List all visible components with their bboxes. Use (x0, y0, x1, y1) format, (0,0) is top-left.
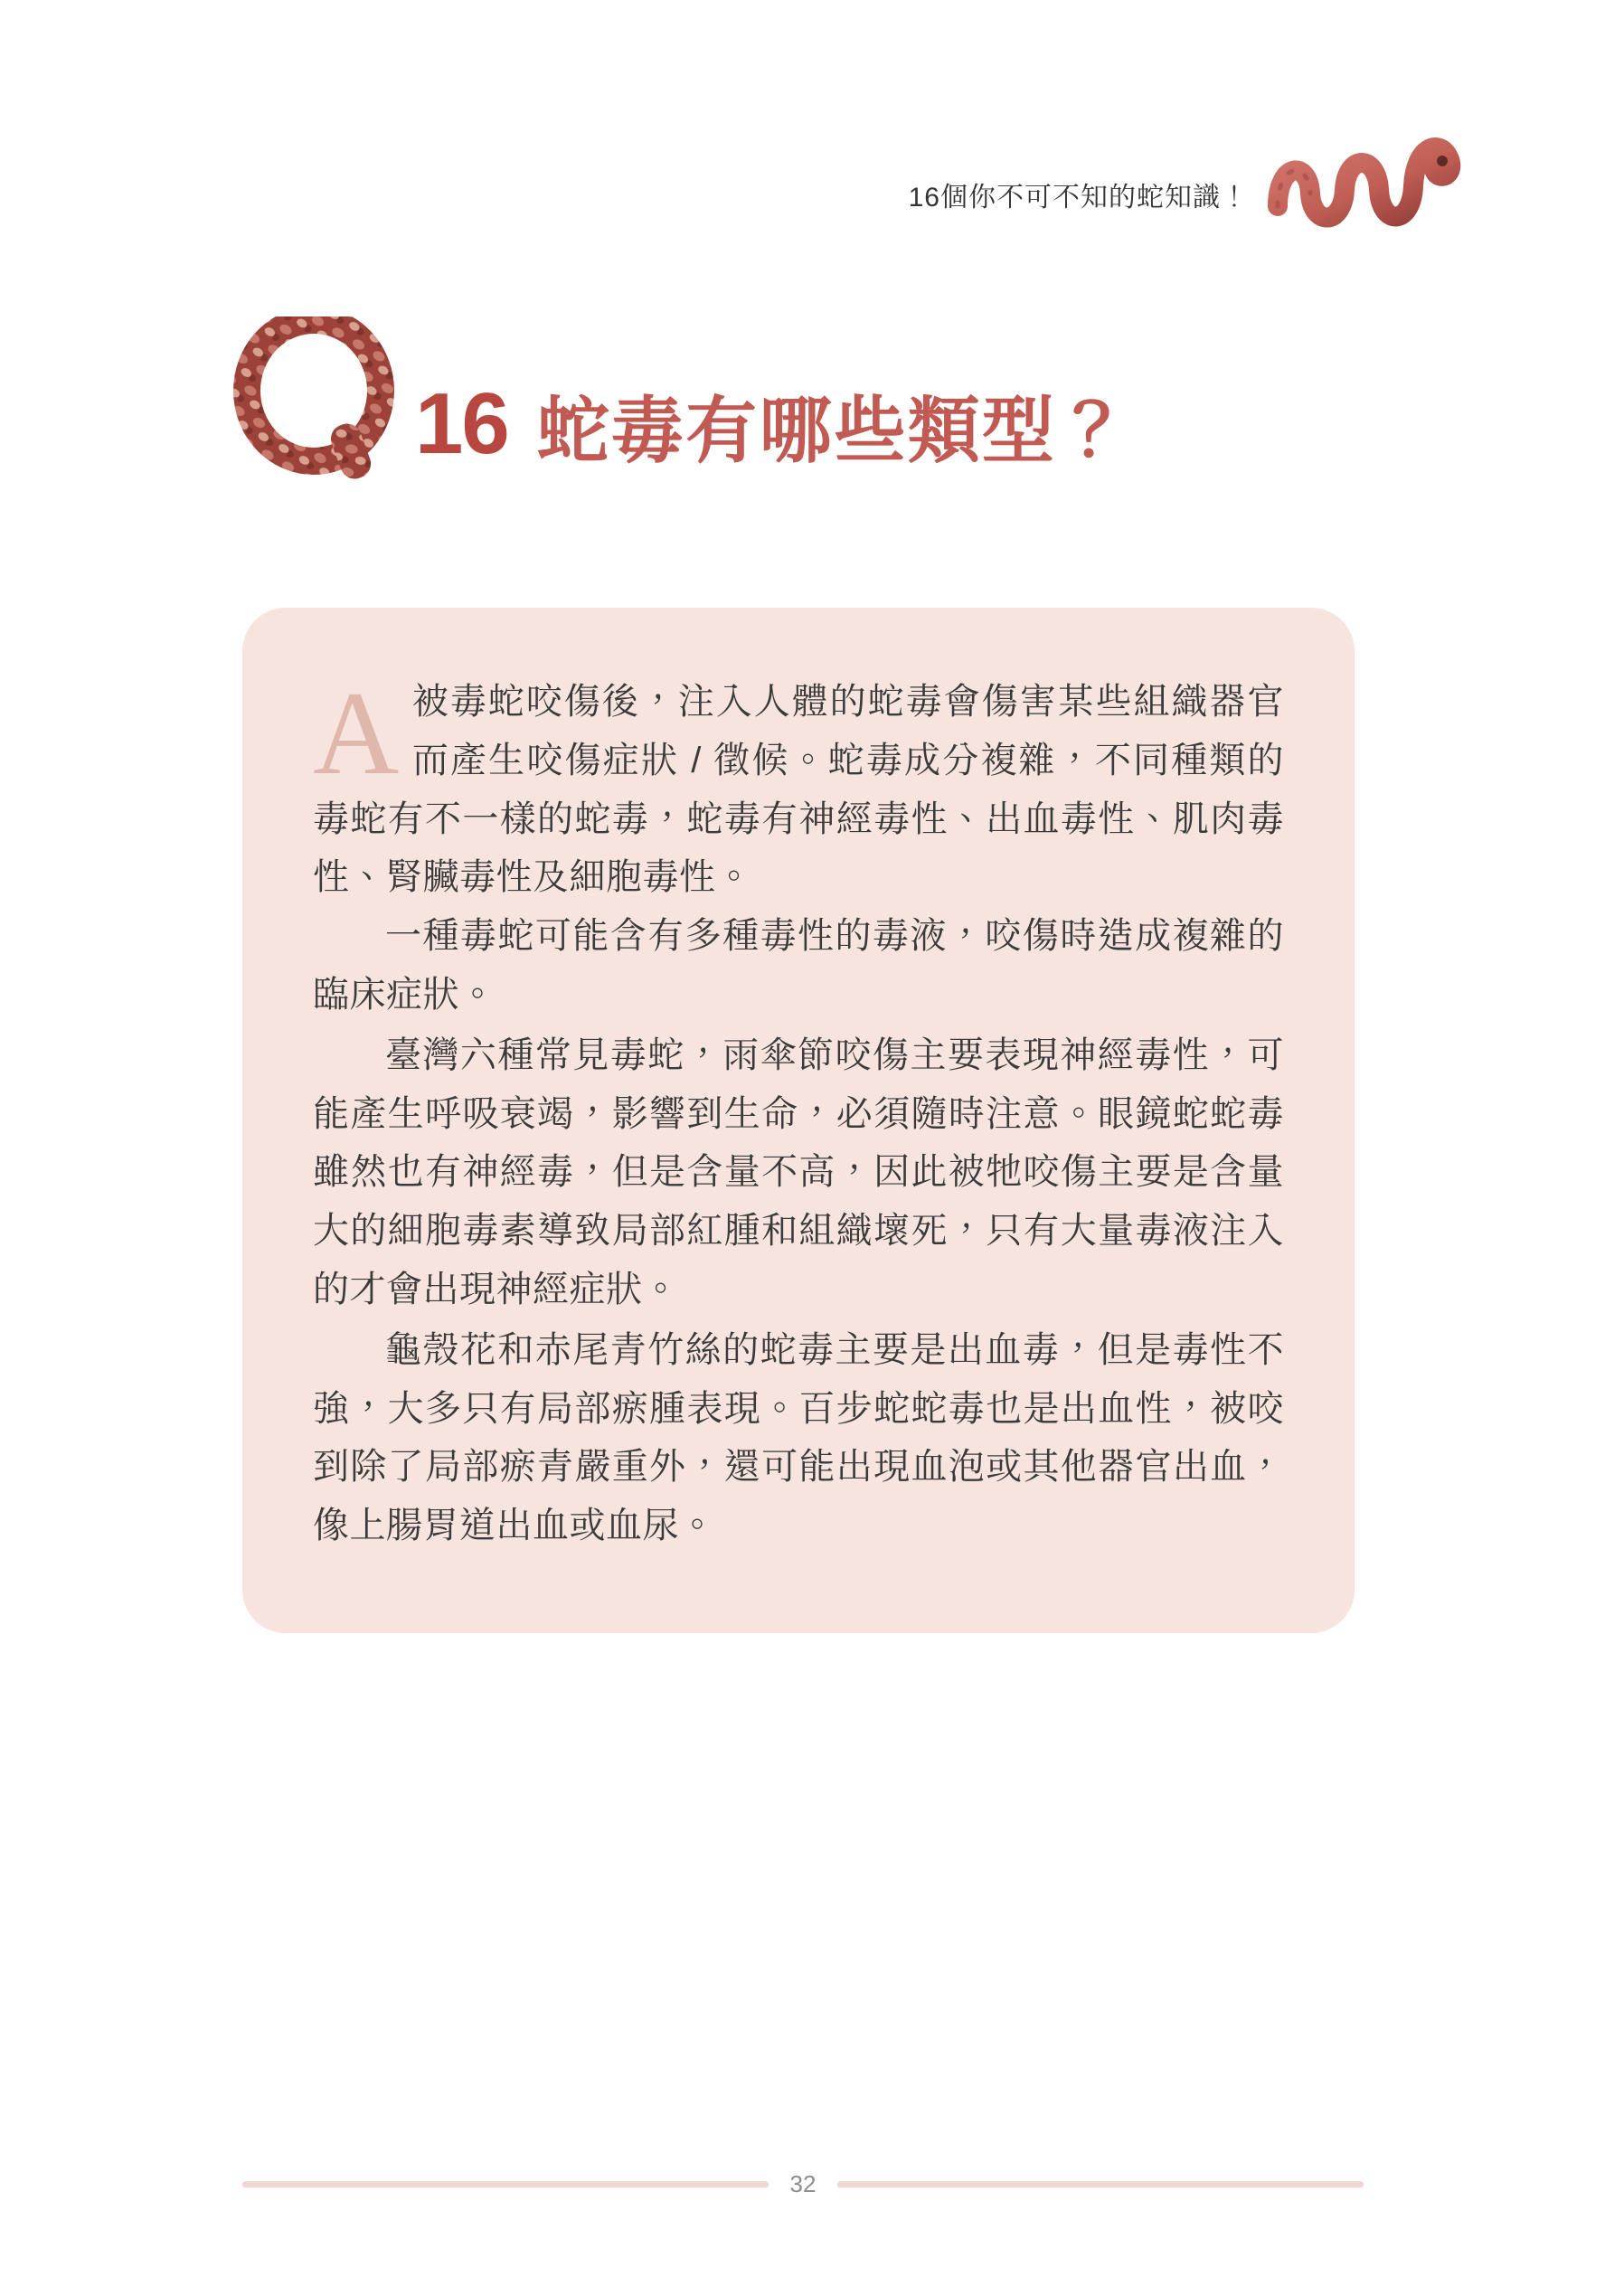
answer-paragraph: 被毒蛇咬傷後，注入人體的蛇毒會傷害某些組織器官而產生咬傷症狀 / 徵候。蛇毒成分複雜，不同種類的毒蛇有不一樣的蛇毒，蛇毒有神經毒性、出血毒性、肌肉毒性、腎臟毒性及細胞毒性。 (313, 682, 1284, 898)
q-badge-icon (231, 317, 411, 484)
snake-illustration-icon (1261, 99, 1469, 235)
header-title: 16個你不可不知的蛇知識！ (908, 183, 1249, 213)
answer-paragraph: 龜殼花和赤尾青竹絲的蛇毒主要是出血毒，但是毒性不強，大多只有局部瘀腫表現。百步蛇蛇毒也是出血性，被咬到除了局部瘀青嚴重外，還可能出現血泡或其他器官出血，像上腸胃道出血或血尿。 (313, 1329, 1284, 1546)
page-title (231, 317, 1130, 484)
answer-paragraph-1-wrapper (313, 666, 1284, 907)
answer-dropcap: A (313, 666, 400, 799)
answer-paragraph: 臺灣六種常見毒蛇，雨傘節咬傷主要表現神經毒性，可能產生呼吸衰竭，影響到生命，必須隨時注意。眼鏡蛇蛇毒雖然也有神經毒，但是含量不高，因此被牠咬傷主要是含量大的細胞毒素導致局部紅腫和組織壞死，只有大量毒液注入的才會出現神經症狀。 (313, 1035, 1284, 1309)
footer-rule-left (242, 2181, 769, 2187)
page-header (909, 127, 1469, 262)
footer-rule-right (837, 2181, 1364, 2187)
question-number: 16 (415, 375, 508, 472)
page-footer (242, 2170, 1364, 2198)
answer-paragraph: 一種毒蛇可能含有多種毒性的毒液，咬傷時造成複雜的臨床症狀。 (313, 916, 1284, 1015)
answer-card (242, 608, 1355, 1633)
question-text: 蛇毒有哪些類型？ (536, 391, 1130, 471)
page-number: 32 (789, 2170, 817, 2197)
answer-body (313, 666, 1284, 1555)
